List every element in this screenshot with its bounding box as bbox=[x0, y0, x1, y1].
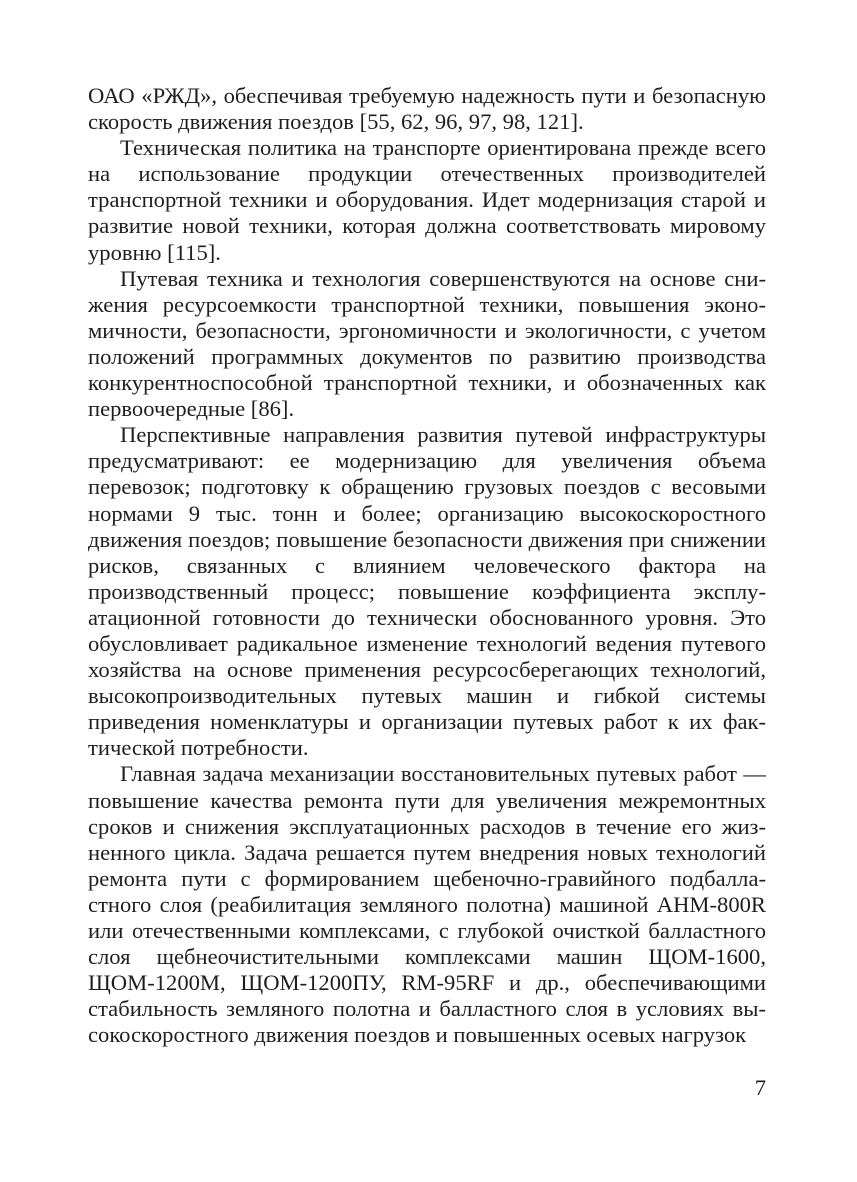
paragraph-continuation: ОАО «РЖД», обеспечивая требуемую надежность пути и безопасную скорость движения поездов [55, 62, 96, 97, 98, 121]. bbox=[88, 83, 766, 135]
body-text bbox=[88, 83, 766, 1048]
paragraph-main-task: Главная задача механизации восстановительных путевых работ — повышение качества ремонта пути для увеличения межремонтных сроков и снижения эксплуатационных расходов в течение его жизненного цикла. Задача решается путем внедрения новых технологий ремонта пути с формированием щебеночно-гравийного подбалластного слоя (реабилитация земляного полотна) машиной АНМ-800R или отечественными комплексами, с глубокой очисткой балластного слоя щебнеочистительными комплексами машин ЩОМ-1600, ЩОМ-1200М, ЩОМ-1200ПУ, RM-95RF и др., обеспечивающими стабильность земляного полотна и балластного слоя в условиях высокоскоростного движения поездов и повышенных осевых нагрузок bbox=[88, 761, 766, 1048]
paragraph-infrastructure-directions: Перспективные направления развития путевой инфраструктуры предусматривают: ее модернизацию для увеличения объема перевозок; подготовку к обращению грузовых поездов с весовыми нормами 9 тыс. тонн и более; организацию высокоскоростного движения поездов; повышение безопасности движения при снижении рисков, связанных с влиянием человеческого фактора на производственный процесс; повышение коэффициента эксплуатационной готовности до технически обоснованного уровня. Это обусловливает радикальное изменение технологий ведения путевого хозяйства на основе применения ресурсосберегающих технологий, высокопроизводительных путевых машин и гибкой системы приведения номенклатуры и организации путевых работ к их фактической потребности. bbox=[88, 422, 766, 761]
paragraph-track-machinery: Путевая техника и технология совершенствуются на основе снижения ресурсоемкости транспортной техники, повышения экономичности, безопасности, эргономичности и экологичности, с учетом положений программных документов по развитию производства конкурентноспособной транспортной техники, и обозначенных как первоочередные [86]. bbox=[88, 265, 766, 422]
page-number: 7 bbox=[754, 1075, 766, 1100]
paragraph-technical-policy: Техническая политика на транспорте ориентирована прежде всего на использование продукции отечественных производителей транспортной техники и оборудования. Идет модернизация старой и развитие новой техники, которая должна соответствовать мировому уровню [115]. bbox=[88, 135, 766, 265]
